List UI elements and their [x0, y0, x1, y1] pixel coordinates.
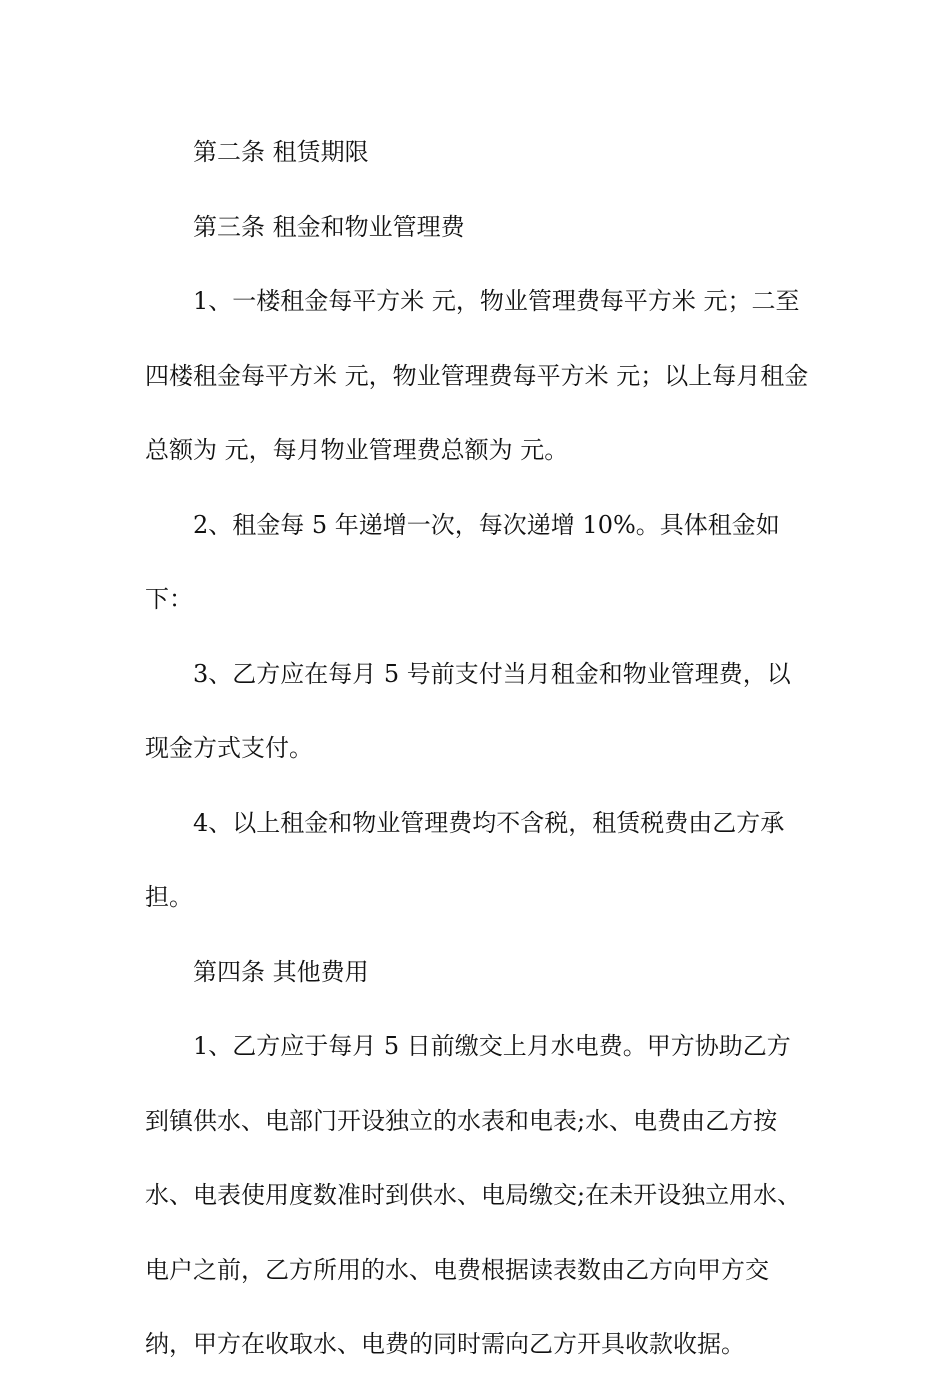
article-4-clause-1: 1、乙方应于每月 5 日前缴交上月水电费。甲方协助乙方到镇供水、电部门开设独立的水表和电表;水、电费由乙方按水、电表使用度数准时到供水、电局缴交;在未开设独立用水、电户之前，乙方所用的水、电费根据读表数由乙方向甲方交纳，甲方在收取水、电费的同时需向乙方开具收款收据。 [145, 1032, 802, 1358]
article-3-clause-4: 4、以上租金和物业管理费均不含税，租赁税费由乙方承担。 [145, 808, 785, 911]
article-4-heading: 第四条 其他费用 [193, 957, 369, 986]
article-3-clause-3: 3、乙方应在每月 5 号前支付当月租金和物业管理费，以现金方式支付。 [145, 659, 791, 762]
article-2-heading: 第二条 租赁期限 [193, 138, 369, 166]
article-3-clause-2: 2、租金每 5 年递增一次，每次递增 10%。具体租金如下： [145, 510, 780, 613]
article-3-heading: 第三条 租金和物业管理费 [193, 212, 465, 241]
document-body [145, 115, 810, 1382]
article-3-clause-1: 1、一楼租金每平方米 元，物业管理费每平方米 元；二至四楼租金每平方米 元，物业管理费每平方米 元；以上每月租金总额为 元，每月物业管理费总额为 元。 [145, 287, 809, 464]
